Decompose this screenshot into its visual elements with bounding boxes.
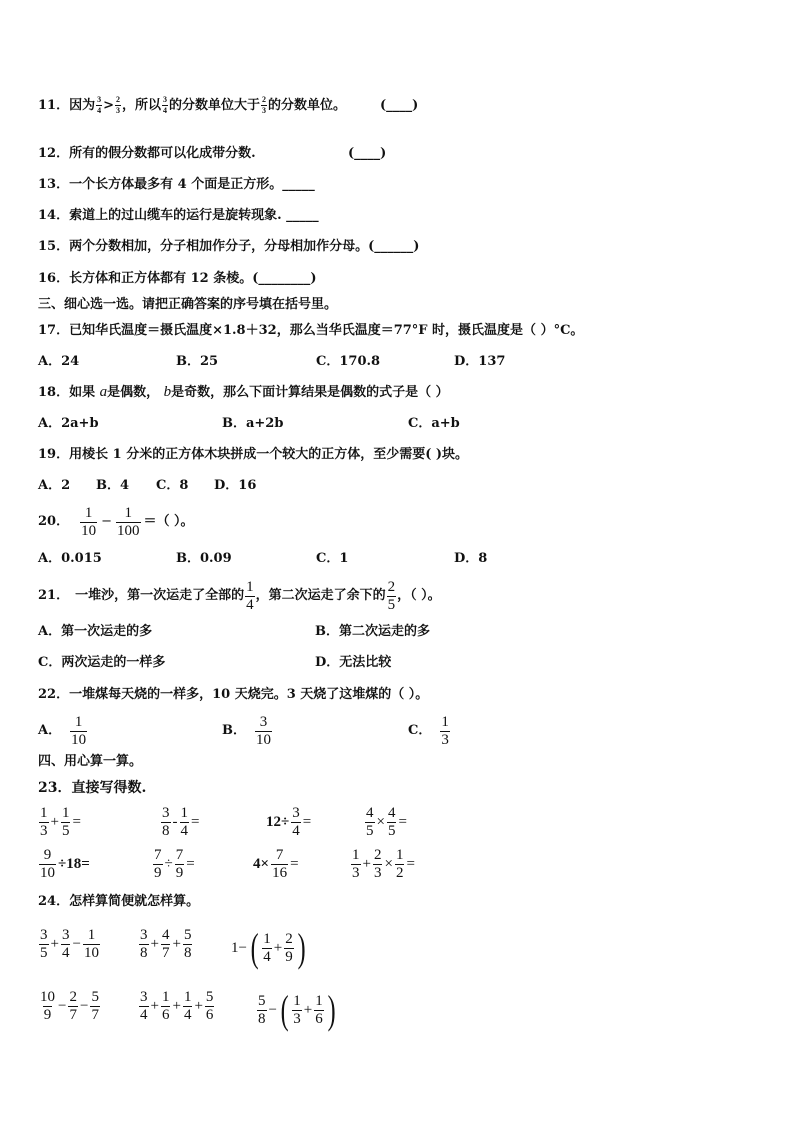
question-23: 23．直接写得数. <box>38 780 147 796</box>
option-b[interactable]: B．0.09 <box>176 551 232 566</box>
option-c[interactable]: C． $\frac{1}{3}$ <box>408 713 449 748</box>
expression: 4× $\frac{7}{16}$ = <box>253 847 299 881</box>
question-24: 24．怎样算简便就怎样算。 <box>38 894 200 909</box>
option-c[interactable]: C．1 <box>316 551 349 566</box>
option-a[interactable]: A．2a+b <box>38 416 99 431</box>
option-d[interactable]: D．无法比较 <box>315 655 392 670</box>
expression: $\frac{5}{8}$ − ( $\frac{1}{3}$ + $\frac{1}{6}$ ) <box>258 987 336 1032</box>
question-11: 11．因为 $\frac{3}{4}$ > $\frac{2}{3}$ ，所以 $\frac{3}{4}$ 的分数单位大于 $\frac{2}{3}$ 的分数单位。 <box>38 95 347 115</box>
fraction: $\frac{2}{3}$ <box>262 95 267 115</box>
fraction: $\frac{2}{5}$ <box>387 578 396 613</box>
option-d[interactable]: D．137 <box>454 354 506 369</box>
question-21: 21． 一堆沙，第一次运走了全部的 $\frac{1}{4}$ ，第二次运走了余下的 $\frac{2}{5}$ ，（ ）。 <box>38 578 441 613</box>
fraction: $\frac{1}{10}$ <box>71 713 87 748</box>
question-15: 15．两个分数相加，分子相加作分子，分母相加作分母。(______) <box>38 239 420 254</box>
option-b[interactable]: B．第二次运走的多 <box>315 624 430 639</box>
fraction: $\frac{3}{4}$ <box>163 95 168 115</box>
option-c[interactable]: C．两次运走的一样多 <box>38 655 166 670</box>
question-18: 18．如果 a是偶数， b是奇数，那么下面计算结果是偶数的式子是（ ） <box>38 384 449 400</box>
expression: $\frac{3}{8}$ + $\frac{4}{7}$ + $\frac{5}{8}$ <box>140 927 192 961</box>
expression: $\frac{9}{10}$ ÷18= <box>40 847 90 881</box>
expression: $\frac{4}{5}$ × $\frac{4}{5}$ = <box>366 805 407 839</box>
option-a[interactable]: A．24 <box>38 354 80 369</box>
option-c[interactable]: C．8 <box>156 478 189 493</box>
section-heading: 三、细心选一选。请把正确答案的序号填在括号里。 <box>38 297 338 312</box>
expression: 12÷ $\frac{3}{4}$ = <box>266 805 312 839</box>
option-a[interactable]: A．2 <box>38 478 71 493</box>
option-a[interactable]: A．0.015 <box>38 551 102 566</box>
expression: $\frac{1}{3}$ + $\frac{1}{5}$ = <box>40 805 81 839</box>
expression: $\frac{3}{5}$ + $\frac{3}{4}$ − $\frac{1}{10}$ <box>40 927 99 961</box>
fraction: $\frac{2}{3}$ <box>116 95 121 115</box>
option-b[interactable]: B． $\frac{3}{10}$ <box>222 713 271 748</box>
expression: $\frac{3}{4}$ + $\frac{1}{6}$ + $\frac{1}{4}$ + $\frac{5}{6}$ <box>140 989 214 1023</box>
question-20: 20． $\frac{1}{10}$ − $\frac{1}{100}$ ＝（ ）。 <box>38 504 194 539</box>
answer-blank[interactable]: (____) <box>380 98 419 113</box>
question-19: 19．用棱长 1 分米的正方体木块拼成一个较大的正方体，至少需要( )块。 <box>38 447 469 462</box>
expression: $\frac{10}{9}$ − $\frac{2}{7}$ − $\frac{5}{7}$ <box>40 989 99 1023</box>
option-d[interactable]: D．8 <box>454 551 488 566</box>
fraction: $\frac{1}{4}$ <box>246 578 254 613</box>
option-a[interactable]: A．第一次运走的多 <box>38 624 153 639</box>
question-16: 16．长方体和正方体都有 12 条棱。(________) <box>38 271 317 286</box>
option-b[interactable]: B．4 <box>96 478 130 493</box>
fraction: $\frac{3}{4}$ <box>97 95 102 115</box>
fraction: $\frac{1}{3}$ <box>441 713 449 748</box>
fraction: $\frac{1}{100}$ <box>117 504 140 539</box>
answer-blank[interactable]: (____) <box>348 146 387 161</box>
question-17: 17．已知华氏温度＝摄氏温度×1.8＋32，那么当华氏温度＝77°F 时，摄氏温度是（ ）°C。 <box>38 323 584 338</box>
question-22: 22．一堆煤每天烧的一样多，10 天烧完。3 天烧了这堆煤的（ ）。 <box>38 687 429 702</box>
expression: $\frac{1}{3}$ + $\frac{2}{3}$ × $\frac{1}{2}$ = <box>352 847 415 881</box>
option-a[interactable]: A． $\frac{1}{10}$ <box>38 713 87 748</box>
option-c[interactable]: C．a+b <box>408 416 460 431</box>
option-b[interactable]: B．a+2b <box>222 416 284 431</box>
fraction: $\frac{3}{10}$ <box>256 713 271 748</box>
option-b[interactable]: B．25 <box>176 354 219 369</box>
question-12: 12．所有的假分数都可以化成带分数. <box>38 146 256 161</box>
question-14: 14．索道上的过山缆车的运行是旋转现象. _____ <box>38 208 319 223</box>
option-c[interactable]: C．170.8 <box>316 354 381 369</box>
section-heading: 四、用心算一算。 <box>38 754 143 769</box>
expression: $\frac{3}{8}$ - $\frac{1}{4}$ = <box>162 805 200 839</box>
expression: $\frac{7}{9}$ ÷ $\frac{7}{9}$ = <box>154 847 195 881</box>
question-13: 13．一个长方体最多有 4 个面是正方形。_____ <box>38 177 315 192</box>
fraction: $\frac{1}{10}$ <box>81 504 97 539</box>
expression: 1− ( $\frac{1}{4}$ + $\frac{2}{9}$ ) <box>231 925 306 970</box>
option-d[interactable]: D．16 <box>214 478 257 493</box>
